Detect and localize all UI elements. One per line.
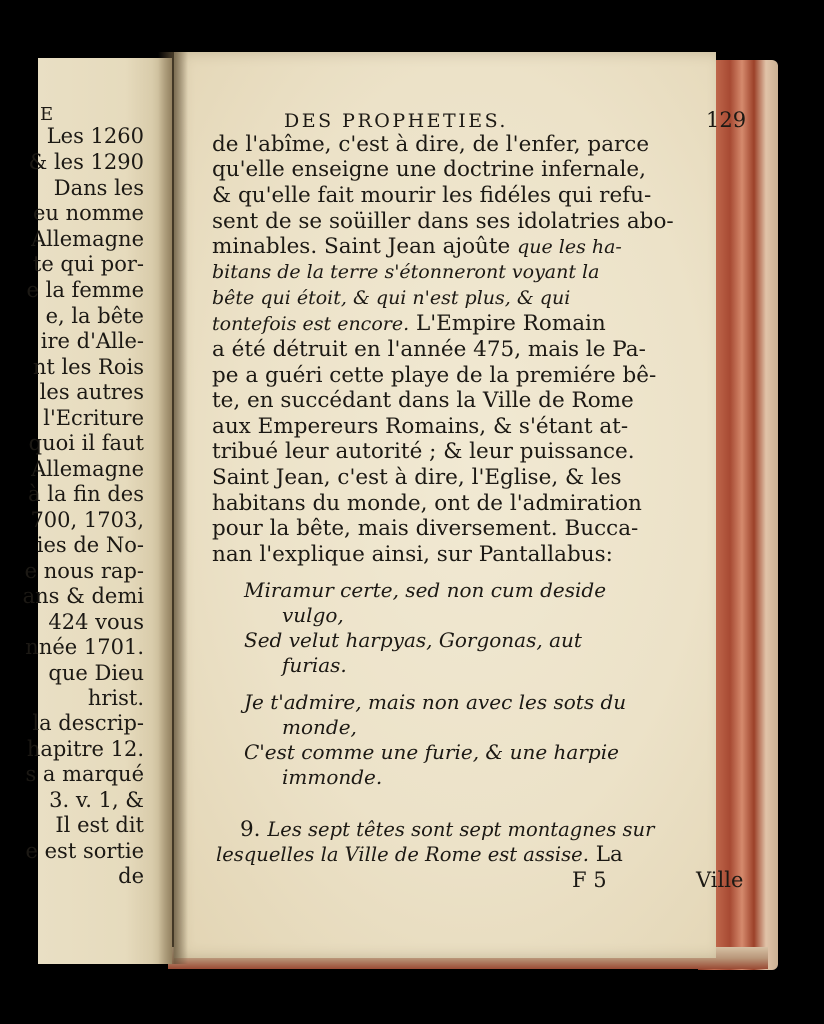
verse-line: Sed velut harpyas, Gorgonas, aut — [244, 628, 582, 652]
text-line: pe a guéri cette playe de la premiére bê- — [212, 362, 657, 388]
text-line: a été détruit en l'année 475, mais le Pa- — [212, 337, 646, 362]
right-page — [174, 52, 747, 958]
left-text-line: à la fin des — [28, 482, 144, 506]
text-line: sent de se soüiller dans ses idolatries abo- — [212, 209, 674, 234]
text-line: & qu'elle fait mourir les fidéles qui refu- — [212, 183, 652, 208]
text-line-italic: bitans de la terre s'étonneront voyant la — [212, 261, 600, 283]
left-text-line: 3. v. 1, & — [49, 788, 144, 812]
note-line — [216, 842, 623, 867]
left-text-line: l'Ecriture — [43, 406, 144, 430]
text-line: pour la bête, mais diversement. Bucca- — [212, 516, 639, 542]
left-text-line: Les 1260 — [46, 124, 144, 148]
signature-mark: F 5 — [572, 868, 607, 892]
catchword: Ville — [696, 868, 744, 892]
text-line: Saint Jean, c'est à dire, l'Eglise, & les — [212, 465, 622, 490]
verse-line: furias. — [282, 653, 347, 677]
text-line — [212, 311, 606, 337]
open-book — [22, 52, 778, 972]
text-italic: tontefois est encore. — [212, 313, 410, 335]
left-text-line: eu nomme — [32, 201, 144, 225]
left-text-line: Il est dit — [55, 813, 144, 837]
text-line-italic: bête qui étoit, & qui n'est plus, & qui — [212, 287, 571, 309]
left-text-line: Allemagne — [31, 227, 144, 251]
note-text: lesquelles la Ville de Rome est assise. — [216, 843, 589, 866]
running-head: DES PROPHETIES. — [284, 110, 508, 132]
verse-line: Miramur certe, sed non cum deside — [244, 578, 607, 602]
note-number: 9. — [240, 817, 261, 842]
verse-line: vulgo, — [282, 603, 344, 627]
page-number: 129 — [706, 108, 747, 132]
text-line: aux Empereurs Romains, & s'étant at- — [212, 413, 629, 439]
text-line: te, en succédant dans la Ville de Rome — [212, 388, 634, 414]
left-text-line: ies de No- — [36, 533, 144, 557]
verse-line: Je t'admire, mais non avec les sots du — [244, 690, 627, 714]
left-text-line: nt les Rois — [32, 355, 144, 379]
note-line — [240, 817, 654, 842]
text-line: de l'abîme, c'est à dire, de l'enfer, parce — [212, 132, 650, 157]
left-text-line: de — [118, 864, 144, 888]
text-line: nan l'explique ainsi, sur Pantallabus: — [212, 541, 613, 567]
left-text-line: que Dieu — [48, 661, 144, 685]
left-text-line: e est sortie — [25, 839, 144, 863]
text-italic: que les ha- — [517, 236, 622, 258]
text-line: tribué leur autorité ; & leur puissance. — [212, 439, 635, 465]
left-page — [22, 58, 172, 964]
left-text-line: ire d'Alle- — [40, 329, 144, 353]
left-text-line: ans & demi — [22, 584, 144, 608]
left-text-line: Dans les — [53, 176, 144, 200]
left-text-line: la descrip- — [32, 711, 144, 735]
text-roman: minables. Saint Jean ajoûte — [212, 234, 511, 259]
verse-line: immonde. — [282, 765, 383, 789]
text-roman: L'Empire Romain — [409, 311, 606, 336]
text-line: qu'elle enseigne une doctrine infernale, — [212, 157, 646, 182]
left-text-line: & les 1290 — [28, 150, 144, 174]
left-text-line: 700, 1703, — [30, 508, 144, 532]
left-header-fragment: E — [40, 104, 54, 125]
left-text-line: 424 vous — [48, 610, 144, 634]
left-text-line: e nous rap- — [24, 559, 144, 583]
left-text-line: Allemagne — [31, 457, 144, 481]
left-text-line: quoi il faut — [28, 431, 144, 455]
verse-line: C'est comme une furie, & une harpie — [244, 740, 619, 764]
left-text-line: les autres — [39, 380, 144, 404]
left-text-line: e la femme — [26, 278, 144, 302]
text-line: habitans du monde, ont de l'admiration — [212, 490, 642, 516]
left-text-line: nnée 1701. — [25, 635, 144, 659]
note-text-roman: La — [588, 842, 623, 867]
text-line — [212, 234, 622, 260]
verse-line: monde, — [282, 715, 357, 739]
left-text-line: te qui por- — [32, 252, 144, 276]
note-text: Les sept têtes sont sept montagnes sur — [267, 818, 655, 841]
left-text-line: e, la bête — [45, 304, 144, 328]
left-text-line: hapitre 12. — [26, 737, 144, 761]
gutter — [158, 52, 188, 964]
left-text-line: hrist. — [87, 686, 144, 710]
left-text-line: s a marqué — [25, 762, 144, 786]
